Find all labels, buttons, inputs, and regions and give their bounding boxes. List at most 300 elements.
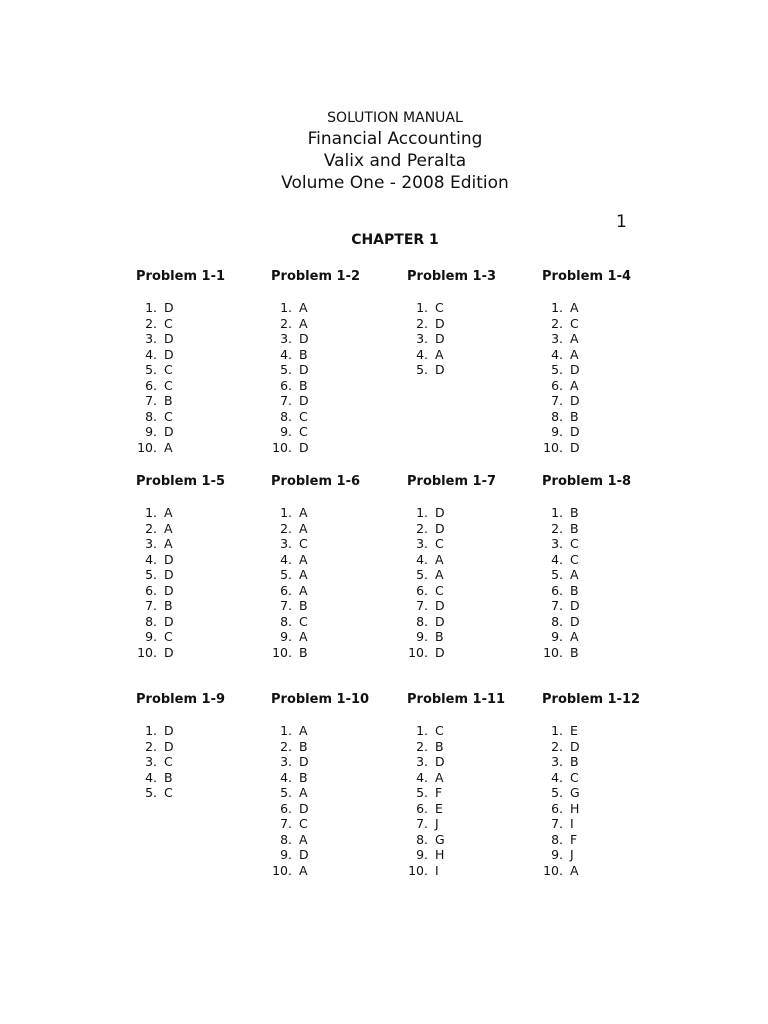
answer-item <box>136 505 225 521</box>
answer-number: 2. <box>280 738 292 754</box>
answer-letter: C <box>164 785 173 800</box>
answer-number: 1. <box>145 300 157 315</box>
answer-number: 1. <box>416 505 428 520</box>
problem-title: Problem 1-9 <box>136 692 226 707</box>
answer-letter: C <box>435 582 444 598</box>
answer-item <box>136 739 225 755</box>
answer-letter: C <box>435 300 444 315</box>
answer-number: 2. <box>551 520 563 536</box>
answer-letter: D <box>570 362 580 377</box>
problem-block <box>136 268 225 455</box>
document-header <box>0 108 768 194</box>
problem-title: Problem 1-8 <box>542 474 632 489</box>
answer-letter: B <box>570 408 579 424</box>
answer-number: 5. <box>145 362 157 377</box>
answer-item <box>271 521 360 537</box>
answer-number: 4. <box>551 346 563 362</box>
answer-letter: A <box>164 439 173 455</box>
answer-item <box>407 832 505 848</box>
answer-letter: C <box>570 551 579 567</box>
answer-letter: F <box>570 831 578 847</box>
answer-number: 8. <box>145 408 157 424</box>
answer-number: 1. <box>280 723 292 738</box>
answer-letter: C <box>299 408 308 424</box>
answer-letter: E <box>570 723 578 738</box>
answer-number: 9. <box>145 424 157 439</box>
answer-number: 4. <box>551 769 563 785</box>
answer-number: 7. <box>416 816 428 831</box>
answer-item <box>407 521 496 537</box>
answer-letter: A <box>570 377 579 393</box>
answer-letter: C <box>435 723 444 738</box>
answer-item <box>542 440 631 456</box>
answer-item <box>271 567 360 583</box>
answer-item <box>407 598 496 614</box>
answer-number: 3. <box>145 536 157 551</box>
answer-letter: D <box>570 613 580 629</box>
answer-letter: D <box>299 362 309 377</box>
answer-number: 8. <box>416 613 428 629</box>
answer-item <box>271 409 360 425</box>
answer-item <box>136 362 225 378</box>
problem-title: Problem 1-11 <box>407 692 506 707</box>
answer-number: 2. <box>416 315 428 331</box>
answer-item <box>542 785 640 801</box>
answer-number: 1. <box>551 300 563 315</box>
answer-number: 6. <box>551 800 563 816</box>
answer-number: 3. <box>416 331 428 346</box>
answer-number: 8. <box>416 831 428 847</box>
answer-list <box>136 723 225 801</box>
answer-letter: D <box>299 847 309 862</box>
answer-number: 1. <box>416 300 428 315</box>
answer-number: 2. <box>416 520 428 536</box>
answer-letter: A <box>164 536 173 551</box>
answer-number: 4. <box>416 769 428 785</box>
answer-letter: G <box>435 831 445 847</box>
answer-letter: B <box>299 769 308 785</box>
problem-block <box>271 268 360 455</box>
answer-letter: D <box>164 346 174 362</box>
answer-letter: B <box>299 738 308 754</box>
answer-item <box>407 645 496 661</box>
answer-item <box>271 723 369 739</box>
answer-item <box>136 393 225 409</box>
answer-item <box>542 393 631 409</box>
answer-list <box>136 300 225 455</box>
answer-number: 7. <box>280 816 292 831</box>
answer-number: 10. <box>137 439 157 455</box>
answer-letter: D <box>164 738 174 754</box>
problem-title: Problem 1-1 <box>136 269 226 284</box>
answer-number: 2. <box>145 738 157 754</box>
answer-number: 4. <box>145 551 157 567</box>
answer-item <box>271 536 360 552</box>
answer-number: 3. <box>551 536 563 551</box>
answer-number: 2. <box>145 315 157 331</box>
problem-block <box>407 473 496 660</box>
answer-letter: H <box>570 800 580 816</box>
answer-number: 9. <box>416 847 428 862</box>
answer-number: 6. <box>416 582 428 598</box>
answer-number: 9. <box>145 629 157 644</box>
answer-item <box>136 583 225 599</box>
answer-list <box>271 723 369 878</box>
answer-item <box>542 378 631 394</box>
answer-number: 1. <box>280 300 292 315</box>
answer-letter: C <box>164 315 173 331</box>
answer-item <box>407 754 505 770</box>
problem-title: Problem 1-10 <box>271 692 370 707</box>
answer-item <box>407 347 496 363</box>
answer-item <box>542 409 631 425</box>
answer-number: 8. <box>145 613 157 629</box>
answer-letter: D <box>435 362 445 377</box>
answer-item <box>271 832 369 848</box>
answer-letter: D <box>299 393 309 408</box>
answer-number: 5. <box>416 567 428 582</box>
answer-letter: B <box>570 505 579 520</box>
answer-letter: B <box>164 769 173 785</box>
answer-item <box>136 440 225 456</box>
answer-letter: I <box>435 862 439 878</box>
answer-letter: C <box>164 377 173 393</box>
answer-number: 3. <box>280 754 292 769</box>
answer-item <box>136 331 225 347</box>
answer-number: 10. <box>408 862 428 878</box>
answer-letter: B <box>299 346 308 362</box>
answer-item <box>271 331 360 347</box>
answer-letter: D <box>164 424 174 439</box>
answer-item <box>407 723 505 739</box>
answer-item <box>542 536 631 552</box>
answer-letter: D <box>435 315 445 331</box>
answer-letter: A <box>299 831 308 847</box>
answer-letter: D <box>164 567 174 582</box>
header-solution-manual: SOLUTION MANUAL <box>327 110 463 126</box>
answer-item <box>542 598 631 614</box>
answer-item <box>542 347 631 363</box>
answer-letter: A <box>435 551 444 567</box>
answer-letter: B <box>299 644 308 660</box>
answer-number: 4. <box>280 346 292 362</box>
answer-item <box>542 424 631 440</box>
answer-item <box>542 629 631 645</box>
answer-item <box>136 521 225 537</box>
answer-list <box>407 505 496 660</box>
answer-number: 1. <box>551 505 563 520</box>
answer-letter: A <box>299 723 308 738</box>
answer-number: 1. <box>145 723 157 738</box>
answer-number: 5. <box>145 785 157 800</box>
answer-item <box>407 362 496 378</box>
answer-item <box>271 770 369 786</box>
answer-letter: A <box>164 505 173 520</box>
answer-number: 5. <box>551 567 563 582</box>
answer-number: 2. <box>551 315 563 331</box>
answer-item <box>271 645 360 661</box>
problem-block <box>136 473 225 660</box>
answer-letter: A <box>299 862 308 878</box>
answer-letter: D <box>164 582 174 598</box>
answer-item <box>407 567 496 583</box>
answer-item <box>407 331 496 347</box>
answer-item <box>271 362 360 378</box>
answer-letter: C <box>299 536 308 551</box>
answer-item <box>542 567 631 583</box>
answer-letter: D <box>164 723 174 738</box>
answer-item <box>136 629 225 645</box>
answer-letter: J <box>570 847 574 862</box>
answer-number: 5. <box>416 785 428 800</box>
answer-letter: B <box>435 629 444 644</box>
problem-block <box>136 691 225 801</box>
answer-item <box>271 505 360 521</box>
answer-item <box>542 331 631 347</box>
answer-letter: F <box>435 785 443 800</box>
answer-letter: A <box>570 300 579 315</box>
answer-item <box>271 393 360 409</box>
answer-item <box>271 424 360 440</box>
answer-letter: C <box>570 315 579 331</box>
answer-letter: D <box>435 331 445 346</box>
answer-number: 8. <box>551 408 563 424</box>
answer-number: 2. <box>416 738 428 754</box>
answer-number: 5. <box>551 785 563 800</box>
answer-number: 8. <box>551 613 563 629</box>
answer-list <box>271 505 360 660</box>
problem-title: Problem 1-12 <box>542 692 641 707</box>
answer-number: 2. <box>280 520 292 536</box>
answer-letter: E <box>435 800 443 816</box>
answer-letter: A <box>570 346 579 362</box>
answer-list <box>407 300 496 378</box>
answer-item <box>136 785 225 801</box>
answer-item <box>542 723 640 739</box>
answer-number: 4. <box>416 551 428 567</box>
answer-item <box>136 645 225 661</box>
answer-item <box>407 552 496 568</box>
answer-letter: D <box>164 300 174 315</box>
answer-letter: D <box>570 598 580 613</box>
answer-item <box>136 770 225 786</box>
answer-list <box>271 300 360 455</box>
problem-title: Problem 1-2 <box>271 269 361 284</box>
answer-number: 3. <box>416 536 428 551</box>
header-authors: Valix and Peralta <box>323 151 467 171</box>
answer-letter: A <box>299 505 308 520</box>
answer-item <box>407 801 505 817</box>
answer-letter: B <box>570 644 579 660</box>
answer-list <box>136 505 225 660</box>
answer-letter: C <box>164 408 173 424</box>
answer-letter: D <box>570 439 580 455</box>
answer-letter: B <box>299 598 308 613</box>
answer-number: 1. <box>416 723 428 738</box>
answer-letter: B <box>164 598 173 613</box>
answer-number: 10. <box>137 644 157 660</box>
answer-letter: A <box>299 629 308 644</box>
answer-number: 1. <box>145 505 157 520</box>
answer-number: 8. <box>280 613 292 629</box>
answer-item <box>542 847 640 863</box>
answer-letter: D <box>435 505 445 520</box>
answer-number: 8. <box>280 408 292 424</box>
answer-item <box>542 801 640 817</box>
answer-number: 6. <box>145 377 157 393</box>
answer-letter: G <box>570 785 580 800</box>
answer-list <box>542 300 631 455</box>
answer-number: 9. <box>551 424 563 439</box>
answer-item <box>407 785 505 801</box>
answer-item <box>542 645 631 661</box>
answer-letter: D <box>299 800 309 816</box>
answer-letter: A <box>570 862 579 878</box>
problem-title: Problem 1-4 <box>542 269 632 284</box>
answer-letter: I <box>570 816 574 831</box>
answer-letter: D <box>570 424 580 439</box>
answer-letter: C <box>164 629 173 644</box>
answer-number: 5. <box>280 785 292 800</box>
answer-letter: A <box>299 551 308 567</box>
answer-letter: A <box>570 629 579 644</box>
answer-number: 6. <box>551 377 563 393</box>
answer-letter: A <box>570 331 579 346</box>
answer-letter: J <box>435 816 439 831</box>
answer-letter: D <box>435 644 445 660</box>
answer-item <box>407 536 496 552</box>
answer-number: 5. <box>145 567 157 582</box>
answer-item <box>271 785 369 801</box>
answer-item <box>271 440 360 456</box>
answer-item <box>542 583 631 599</box>
chapter-heading: CHAPTER 1 <box>351 232 439 248</box>
answer-number: 4. <box>145 346 157 362</box>
answer-number: 7. <box>145 393 157 408</box>
answer-item <box>542 521 631 537</box>
answer-list <box>542 723 640 878</box>
answer-item <box>136 378 225 394</box>
answer-item <box>136 536 225 552</box>
answer-letter: C <box>299 816 308 831</box>
problem-block <box>407 268 496 378</box>
answer-number: 9. <box>551 847 563 862</box>
answer-number: 4. <box>416 346 428 362</box>
answer-item <box>271 598 360 614</box>
answer-letter: D <box>435 754 445 769</box>
problem-block <box>542 268 631 455</box>
answer-number: 3. <box>551 331 563 346</box>
answer-letter: B <box>570 582 579 598</box>
answer-number: 5. <box>551 362 563 377</box>
answer-number: 7. <box>145 598 157 613</box>
answer-letter: B <box>570 754 579 769</box>
problem-block <box>271 691 369 878</box>
answer-item <box>136 300 225 316</box>
answer-letter: A <box>299 520 308 536</box>
answer-letter: A <box>435 567 444 582</box>
answer-number: 3. <box>145 331 157 346</box>
answer-letter: D <box>164 551 174 567</box>
answer-number: 7. <box>551 393 563 408</box>
answer-item <box>136 347 225 363</box>
answer-number: 6. <box>551 582 563 598</box>
answer-item <box>136 409 225 425</box>
answer-item <box>136 424 225 440</box>
answer-number: 9. <box>280 629 292 644</box>
answer-item <box>542 832 640 848</box>
answer-number: 2. <box>280 315 292 331</box>
answer-number: 5. <box>416 362 428 377</box>
answer-item <box>271 614 360 630</box>
answer-number: 6. <box>280 582 292 598</box>
problem-block <box>407 691 505 878</box>
answer-item <box>407 770 505 786</box>
answer-number: 4. <box>280 769 292 785</box>
answer-number: 1. <box>551 723 563 738</box>
answer-number: 10. <box>408 644 428 660</box>
answer-number: 8. <box>280 831 292 847</box>
answer-item <box>542 770 640 786</box>
answer-item <box>407 614 496 630</box>
answer-letter: B <box>299 377 308 393</box>
answer-letter: D <box>570 393 580 408</box>
answer-letter: A <box>164 520 173 536</box>
answer-number: 7. <box>280 598 292 613</box>
answer-item <box>542 505 631 521</box>
answer-number: 3. <box>551 754 563 769</box>
answer-item <box>407 316 496 332</box>
answer-item <box>136 723 225 739</box>
answer-number: 9. <box>416 629 428 644</box>
answer-item <box>542 614 631 630</box>
problem-title: Problem 1-7 <box>407 474 497 489</box>
answer-number: 3. <box>416 754 428 769</box>
problem-block <box>271 473 360 660</box>
answer-letter: D <box>570 738 580 754</box>
answer-letter: D <box>164 613 174 629</box>
answer-number: 6. <box>145 582 157 598</box>
answer-item <box>407 863 505 879</box>
answer-number: 4. <box>551 551 563 567</box>
header-subject: Financial Accounting <box>307 129 483 149</box>
answer-number: 7. <box>416 598 428 613</box>
answer-number: 7. <box>551 816 563 831</box>
answer-number: 8. <box>551 831 563 847</box>
answer-item <box>542 316 631 332</box>
answer-number: 10. <box>272 862 292 878</box>
answer-number: 1. <box>280 505 292 520</box>
answer-number: 2. <box>551 738 563 754</box>
answer-letter: C <box>570 769 579 785</box>
answer-item <box>271 583 360 599</box>
answer-item <box>542 552 631 568</box>
answer-letter: A <box>570 567 579 582</box>
answer-item <box>542 754 640 770</box>
answer-letter: C <box>164 362 173 377</box>
answer-number: 10. <box>272 644 292 660</box>
answer-number: 10. <box>543 862 563 878</box>
answer-item <box>542 816 640 832</box>
answer-item <box>271 801 369 817</box>
answer-item <box>136 598 225 614</box>
answer-number: 10. <box>543 644 563 660</box>
answer-letter: C <box>435 536 444 551</box>
answer-item <box>542 863 640 879</box>
answer-item <box>407 629 496 645</box>
answer-item <box>542 300 631 316</box>
answer-item <box>271 847 369 863</box>
